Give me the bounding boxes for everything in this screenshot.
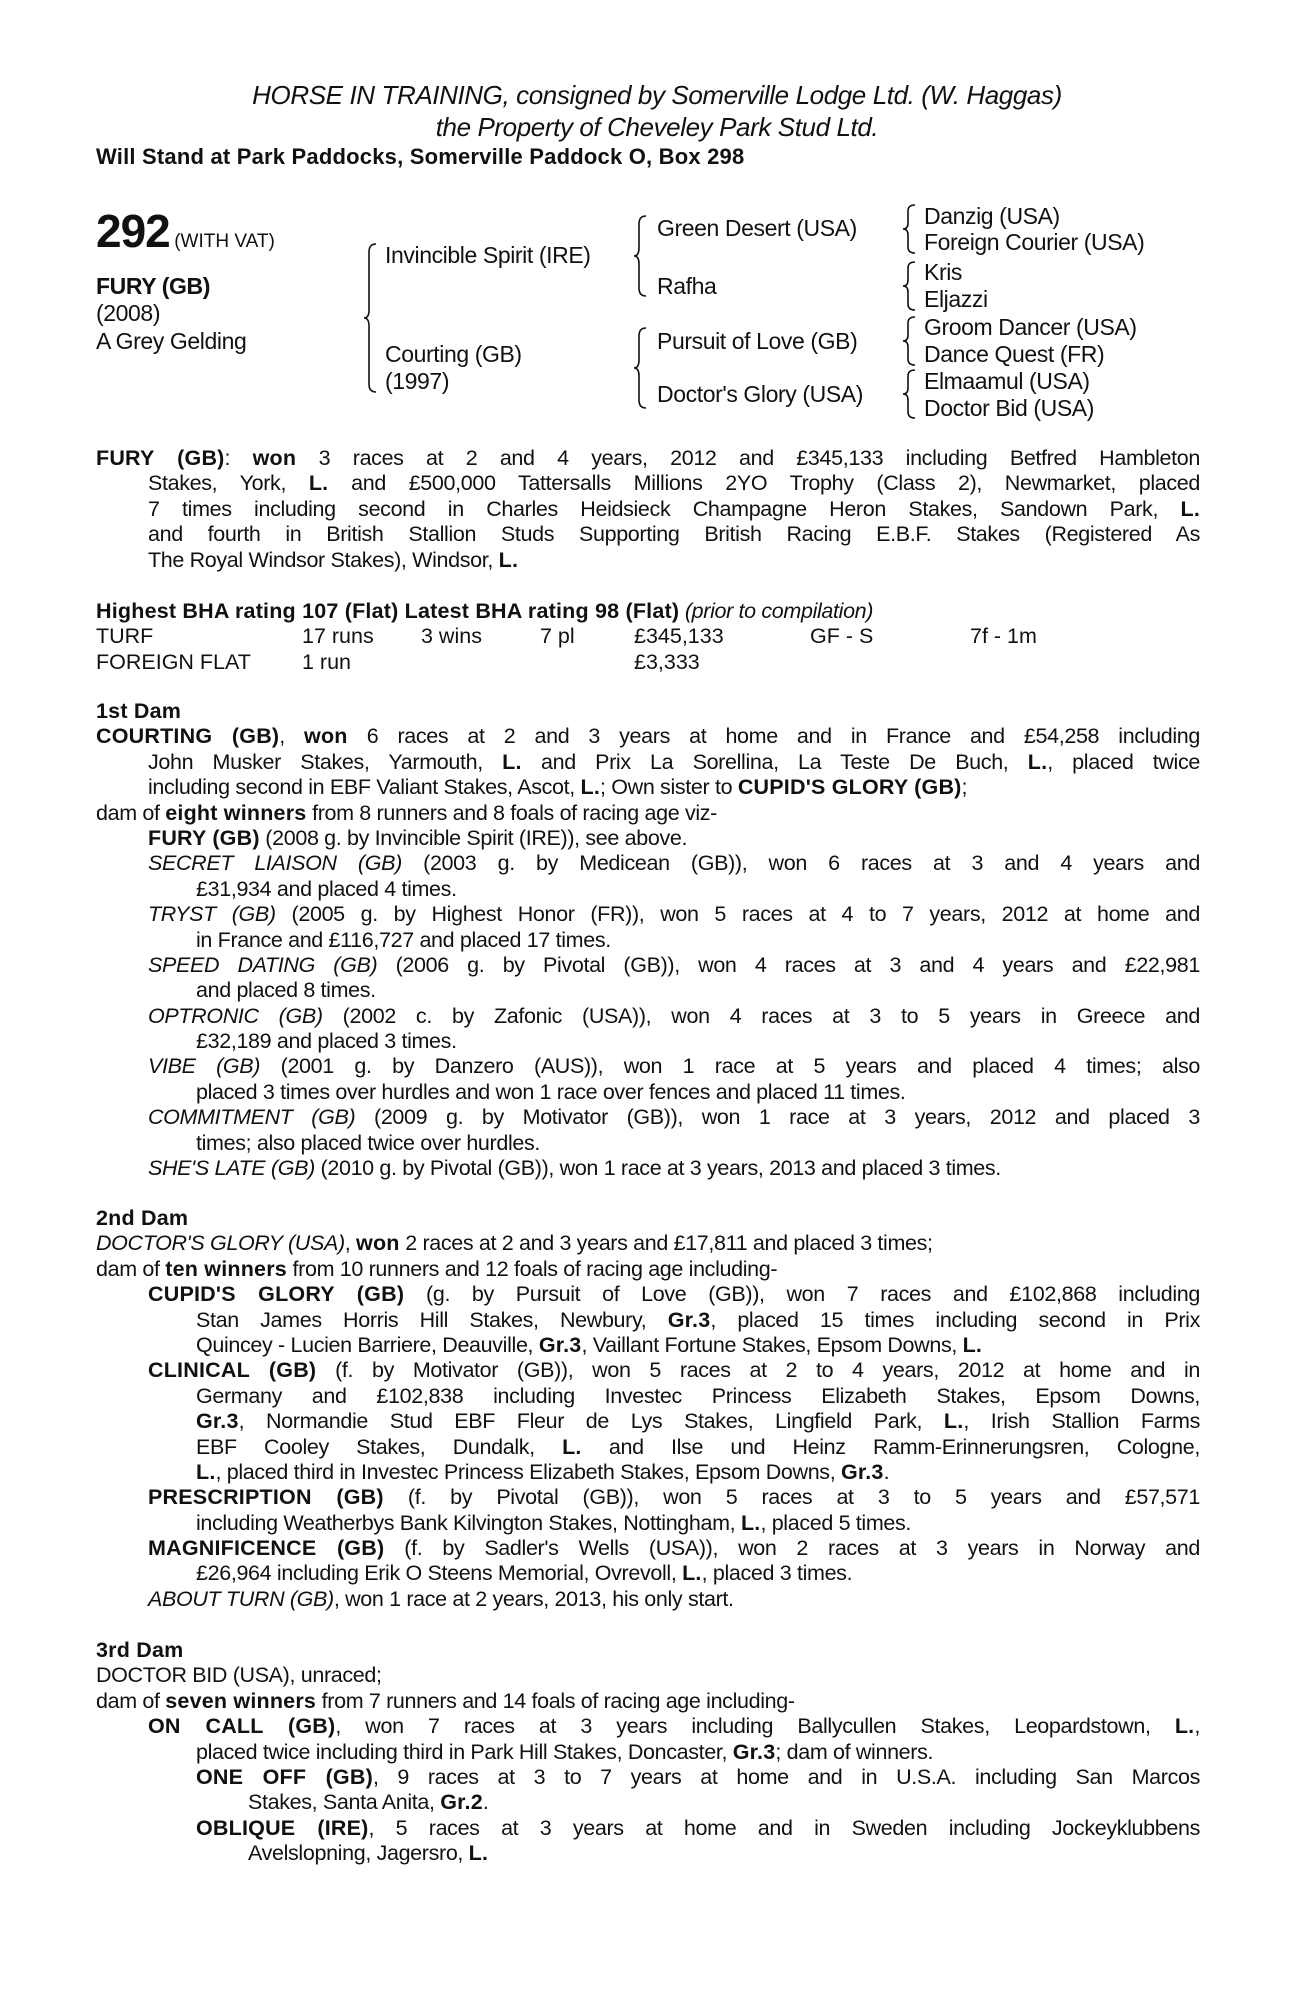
text: Germany and £102,838 including Investec Princess Elizabeth Stakes, Epsom Downs, <box>196 1383 1200 1408</box>
italic-text: COMMITMENT (GB) <box>148 1105 356 1130</box>
text-line <box>148 1156 1200 1181</box>
gen3-ancestor: Foreign Courier (USA) <box>924 229 1145 255</box>
section-heading: 3rd Dam <box>96 1638 184 1662</box>
bold-text: ten winners <box>165 1256 287 1281</box>
text-line <box>248 1790 1200 1815</box>
text-line <box>96 801 1200 826</box>
progeny-entry <box>0 826 1314 851</box>
text-line <box>148 1282 1200 1307</box>
text: (g. by Pursuit of Love (GB)), won 7 races and £102,868 including <box>404 1282 1200 1307</box>
horse-year: (2008) <box>96 300 161 326</box>
title-line-2: the Property of Cheveley Park Stud Ltd. <box>435 112 879 142</box>
bold-text: L. <box>308 471 329 496</box>
text: The Royal Windsor Stakes), Windsor, <box>148 547 499 572</box>
bold-text: won <box>356 1231 400 1256</box>
text-line <box>248 1841 1200 1866</box>
text: (2008 g. by Invincible Spirit (IRE)), see above. <box>259 825 688 850</box>
text-line <box>96 1663 1200 1688</box>
italic-text: SECRET LIAISON (GB) <box>148 851 402 876</box>
gen3-brace-1 <box>903 205 917 253</box>
text-line <box>148 1536 1200 1561</box>
text-line <box>96 1689 1200 1714</box>
text: times; also placed twice over hurdles. <box>196 1130 541 1155</box>
gen3-ancestor: Danzig (USA) <box>924 203 1060 229</box>
progeny-entry <box>0 953 1314 1004</box>
text-line <box>196 1740 1200 1765</box>
progeny-entry <box>0 1765 1314 1816</box>
text: from 10 runners and 12 foals of racing age including- <box>286 1256 778 1281</box>
bold-text: CLINICAL (GB) <box>148 1358 317 1383</box>
bold-text: CUPID'S GLORY (GB) <box>737 775 962 800</box>
bold-text: Gr.3 <box>840 1459 884 1484</box>
text-line <box>196 1029 1200 1054</box>
text-line <box>148 471 1200 496</box>
record-runs: 1 run <box>302 649 352 674</box>
text: (f. by Sadler's Wells (USA)), won 2 races at 3 years in Norway and <box>384 1536 1200 1561</box>
text: Avelslopning, Jagersro, <box>248 1841 469 1866</box>
progeny-entry <box>0 1536 1314 1587</box>
bold-text: PRESCRIPTION (GB) <box>148 1485 384 1510</box>
italic-text: TRYST (GB) <box>148 902 276 927</box>
family-paragraph <box>0 1689 1314 1714</box>
text: in France and £116,727 and placed 17 times. <box>196 927 611 952</box>
text-line <box>196 1333 1200 1358</box>
text: (2006 g. by Pivotal (GB)), won 4 races at 3 and 4 years and £22,981 <box>377 952 1200 977</box>
ratings-heading-text: Highest BHA rating 107 (Flat) Latest BHA rating 98 (Flat) <box>96 599 680 623</box>
text: , Vaillant Fortune Stakes, Epsom Downs, <box>581 1332 963 1357</box>
text-line <box>148 902 1200 927</box>
record-surface: TURF <box>96 624 154 649</box>
gen3-ancestor: Kris <box>924 259 963 285</box>
bold-text: ONE OFF (GB) <box>196 1764 373 1789</box>
italic-text: OPTRONIC (GB) <box>148 1003 323 1028</box>
text: dam of <box>96 1688 166 1713</box>
family-paragraph <box>0 1257 1314 1282</box>
text: John Musker Stakes, Yarmouth, <box>148 749 503 774</box>
text-line <box>148 1054 1200 1079</box>
text: : <box>224 446 253 470</box>
bold-text: L. <box>740 1510 761 1535</box>
progeny-entry <box>0 1282 1314 1358</box>
text: from 8 runners and 8 foals of racing age viz- <box>306 800 717 825</box>
text: . <box>883 1459 890 1484</box>
italic-text: VIBE (GB) <box>148 1054 261 1079</box>
text-line <box>148 953 1200 978</box>
text-line <box>196 1308 1200 1333</box>
dam-dam: Doctor's Glory (USA) <box>657 381 863 407</box>
stand-location: Will Stand at Park Paddocks, Somerville Paddock O, Box 298 <box>96 144 745 169</box>
section-heading-line <box>96 1638 1200 1663</box>
text-line <box>148 1004 1200 1029</box>
record-runs: 17 runs <box>302 624 374 649</box>
text-line <box>196 928 1200 953</box>
record-row-turf <box>0 624 1314 649</box>
record-earnings: £3,333 <box>634 649 700 674</box>
text: 3 races at 2 and 4 years, 2012 and £345,133 including Betfred Hambleton <box>296 446 1200 470</box>
family-paragraph <box>0 724 1314 800</box>
text: DOCTOR BID (USA), unraced; <box>96 1663 382 1688</box>
bold-text: L. <box>580 775 601 800</box>
text: (2003 g. by Medicean (GB)), won 6 races at 3 and 4 years and <box>401 851 1200 876</box>
bold-text: COURTING (GB) <box>96 724 280 749</box>
text-line <box>196 1409 1200 1434</box>
record-row-foreign-flat <box>0 650 1314 675</box>
text: , 5 races at 3 years at home and in Sweden including Jockeyklubbens <box>368 1815 1200 1840</box>
text-line <box>148 775 1200 800</box>
text: and placed 8 times. <box>196 978 376 1003</box>
dam-sire: Pursuit of Love (GB) <box>657 328 858 354</box>
family-paragraph <box>0 1663 1314 1688</box>
text-line <box>196 1435 1200 1460</box>
sire-sire: Green Desert (USA) <box>657 215 857 241</box>
text: , placed third in Investec Princess Elizabeth Stakes, Epsom Downs, <box>215 1459 841 1484</box>
text: £31,934 and placed 4 times. <box>196 876 457 901</box>
text: placed twice including third in Park Hill Stakes, Doncaster, <box>196 1739 733 1764</box>
bold-text: won <box>252 446 297 470</box>
text: ; dam of winners. <box>775 1739 934 1764</box>
first-dam-section <box>0 699 1314 1181</box>
text-line <box>196 877 1200 902</box>
sire-dam-brace <box>364 244 378 392</box>
gen3-ancestor: Eljazzi <box>924 286 988 312</box>
bold-text: MAGNIFICENCE (GB) <box>148 1536 385 1561</box>
progeny-entry <box>0 1714 1314 1765</box>
progeny-entry <box>0 1358 1314 1485</box>
progeny-entry <box>0 1587 1314 1612</box>
text: Quincey - Lucien Barriere, Deauville, <box>196 1332 539 1357</box>
text: , Normandie Stud EBF Fleur de Lys Stakes, Lingfield Park, <box>238 1409 944 1434</box>
section-heading-line <box>96 699 1200 724</box>
dam-parents-brace <box>634 328 648 408</box>
gen3-ancestor: Groom Dancer (USA) <box>924 314 1137 340</box>
text-line <box>196 978 1200 1003</box>
bold-text: L. <box>1180 496 1200 521</box>
text-line <box>196 1131 1200 1156</box>
bold-text: Gr.2 <box>440 1790 483 1815</box>
text-line <box>196 1765 1200 1790</box>
text-line <box>196 1561 1200 1586</box>
gen3-ancestor: Doctor Bid (USA) <box>924 395 1094 421</box>
record-earnings: £345,133 <box>634 624 724 649</box>
gen3-brace-2 <box>903 262 917 310</box>
text: , won 7 races at 3 years including Ballycullen Stakes, Leopardstown, <box>335 1714 1175 1739</box>
bold-text: L. <box>502 749 522 774</box>
bold-text: Gr.3 <box>196 1409 239 1434</box>
progeny-entry <box>0 1054 1314 1105</box>
dam-name: Courting (GB) <box>385 341 522 367</box>
progeny-entry <box>0 1105 1314 1156</box>
text: (f. by Motivator (GB)), won 5 races at 2 to 4 years, 2012 at home and in <box>316 1358 1200 1383</box>
family-paragraph <box>0 446 1314 573</box>
italic-text: SHE'S LATE (GB) <box>148 1156 315 1181</box>
text: £32,189 and placed 3 times. <box>196 1029 457 1054</box>
text-line <box>196 1511 1200 1536</box>
title-line-1: HORSE IN TRAINING, consigned by Somerville Lodge Ltd. (W. Haggas) <box>252 80 1062 110</box>
text: (2002 c. by Zafonic (USA)), won 4 races at 3 to 5 years in Greece and <box>322 1003 1200 1028</box>
text: ; Own sister to <box>600 775 738 800</box>
text: from 7 runners and 14 foals of racing age including- <box>316 1688 795 1713</box>
record-distance: 7f - 1m <box>970 624 1037 649</box>
horse-description: A Grey Gelding <box>96 328 247 354</box>
text-line <box>96 446 1200 471</box>
sire-parents-brace <box>634 216 648 296</box>
lot-number-block <box>96 204 275 258</box>
dam-year: (1997) <box>385 368 450 394</box>
bold-text: FURY (GB) <box>148 825 260 850</box>
text: 2 races at 2 and 3 years and £17,811 and placed 3 times; <box>399 1231 933 1256</box>
bold-text: Gr.3 <box>538 1332 582 1357</box>
bold-text: L. <box>196 1459 216 1484</box>
text-line <box>196 1080 1200 1105</box>
text: and £500,000 Tattersalls Millions 2YO Trophy (Class 2), Newmarket, placed <box>328 471 1200 496</box>
text-line <box>196 1384 1200 1409</box>
bold-text: ON CALL (GB) <box>148 1714 336 1739</box>
text-line <box>148 522 1200 547</box>
text: (f. by Pivotal (GB)), won 5 races at 3 to 5 years and £57,571 <box>383 1485 1201 1510</box>
bold-text: L. <box>498 547 519 572</box>
text: , placed 15 times including second in Prix <box>710 1307 1200 1332</box>
text-line <box>196 1460 1200 1485</box>
text-line <box>148 826 1200 851</box>
gen3-ancestor: Elmaamul (USA) <box>924 368 1090 394</box>
bold-text: L. <box>682 1561 702 1586</box>
text-line <box>148 1714 1200 1739</box>
race-record-section <box>0 446 1314 573</box>
text: (2001 g. by Danzero (AUS)), won 1 race at 5 years and placed 4 times; also <box>260 1054 1201 1079</box>
second-dam-section <box>0 1206 1314 1612</box>
third-dam-section <box>0 1638 1314 1867</box>
text: and Prix La Sorellina, La Teste De Buch, <box>521 749 1028 774</box>
text: Stakes, Santa Anita, <box>248 1790 441 1815</box>
gen3-ancestor: Dance Quest (FR) <box>924 341 1105 367</box>
text: . <box>482 1790 489 1815</box>
text: ; <box>961 775 968 800</box>
bold-text: eight winners <box>165 800 307 825</box>
text-line <box>96 1257 1200 1282</box>
bold-text: Gr.3 <box>732 1739 776 1764</box>
text: Stakes, York, <box>148 471 309 496</box>
record-going: GF - S <box>810 624 874 649</box>
italic-text: SPEED DATING (GB) <box>148 952 378 977</box>
text-line <box>96 724 1200 749</box>
text: , 9 races at 3 to 7 years at home and in U.S.A. including San Marcos <box>372 1764 1200 1789</box>
ratings-heading <box>96 599 1200 624</box>
text-line <box>196 1816 1200 1841</box>
sire-name: Invincible Spirit (IRE) <box>385 242 591 268</box>
progeny-entry <box>0 1485 1314 1536</box>
text: (2005 g. by Highest Honor (FR)), won 5 races at 4 to 7 years, 2012 at home and <box>275 902 1200 927</box>
bold-text: L. <box>943 1409 964 1434</box>
text: (2009 g. by Motivator (GB)), won 1 race at 3 years, 2012 and placed 3 <box>355 1105 1200 1130</box>
section-heading: 1st Dam <box>96 699 182 723</box>
text: placed 3 times over hurdles and won 1 race over fences and placed 11 times. <box>196 1079 906 1104</box>
text: (2010 g. by Pivotal (GB)), won 1 race at 3 years, 2013 and placed 3 times. <box>314 1156 1001 1181</box>
text-line <box>148 548 1200 573</box>
text: including second in EBF Valiant Stakes, Ascot, <box>148 775 581 800</box>
text-line <box>96 1231 1200 1256</box>
bold-text: L. <box>468 1841 489 1866</box>
family-paragraph <box>0 801 1314 826</box>
bold-text: L. <box>962 1332 983 1357</box>
progeny-entry <box>0 1004 1314 1055</box>
horse-name: FURY (GB) <box>96 273 210 299</box>
text: dam of <box>96 1256 166 1281</box>
record-surface: FOREIGN FLAT <box>96 649 251 674</box>
vat-label: (WITH VAT) <box>174 231 275 252</box>
sire-dam: Rafha <box>657 273 717 299</box>
text: , Irish Stallion Farms <box>963 1409 1200 1434</box>
text: , <box>1194 1714 1200 1739</box>
gen3-brace-4 <box>903 370 917 418</box>
bold-text: CUPID'S GLORY (GB) <box>148 1282 405 1307</box>
text-line <box>148 750 1200 775</box>
family-paragraph <box>0 1231 1314 1256</box>
text: , placed twice <box>1047 749 1200 774</box>
text-line <box>148 851 1200 876</box>
text-line <box>148 1587 1200 1612</box>
text: EBF Cooley Stakes, Dundalk, <box>196 1434 563 1459</box>
bold-text: OBLIQUE (IRE) <box>196 1815 369 1840</box>
italic-text: ABOUT TURN (GB) <box>148 1586 334 1611</box>
text: , placed 3 times. <box>701 1561 853 1586</box>
bold-text: seven winners <box>165 1688 317 1713</box>
text-line <box>148 497 1200 522</box>
ratings-section <box>0 599 1314 675</box>
section-heading: 2nd Dam <box>96 1206 189 1230</box>
lot-number: 292 <box>96 205 170 257</box>
bold-text: L. <box>562 1434 582 1459</box>
text: including Weatherbys Bank Kilvington Stakes, Nottingham, <box>196 1510 741 1535</box>
text: , <box>344 1231 357 1256</box>
bold-text: won <box>304 724 348 749</box>
progeny-entry <box>0 1816 1314 1867</box>
ratings-note: (prior to compilation) <box>684 599 874 623</box>
italic-text: DOCTOR'S GLORY (USA) <box>96 1231 345 1256</box>
record-wins: 3 wins <box>421 624 482 649</box>
text: 7 times including second in Charles Heidsieck Champagne Heron Stakes, Sandown Park, <box>148 496 1181 521</box>
progeny-entry <box>0 851 1314 902</box>
progeny-entry <box>0 902 1314 953</box>
text-line <box>148 1105 1200 1130</box>
text: £26,964 including Erik O Steens Memorial, Ovrevoll, <box>196 1561 683 1586</box>
text: dam of <box>96 800 166 825</box>
record-places: 7 pl <box>540 624 575 649</box>
bold-text: L. <box>1174 1714 1195 1739</box>
bold-text: FURY (GB) <box>96 446 225 470</box>
bold-text: Gr.3 <box>667 1307 711 1332</box>
text-line <box>148 1358 1200 1383</box>
text: , won 1 race at 2 years, 2013, his only start. <box>333 1586 734 1611</box>
text: Stan James Horris Hill Stakes, Newbury, <box>196 1307 668 1332</box>
text: and fourth in British Stallion Studs Supporting British Racing E.B.F. Stakes (Registered As <box>148 522 1200 547</box>
text-line <box>148 1485 1200 1510</box>
text: and Ilse und Heinz Ramm-Erinnerungsren, Cologne, <box>581 1434 1200 1459</box>
gen3-brace-3 <box>903 317 917 365</box>
section-heading-line <box>96 1206 1200 1231</box>
progeny-entry <box>0 1156 1314 1181</box>
text: , placed 5 times. <box>760 1510 912 1535</box>
text: 6 races at 2 and 3 years at home and in France and £54,258 including <box>347 724 1200 749</box>
text: , <box>279 724 305 749</box>
bold-text: L. <box>1027 749 1048 774</box>
